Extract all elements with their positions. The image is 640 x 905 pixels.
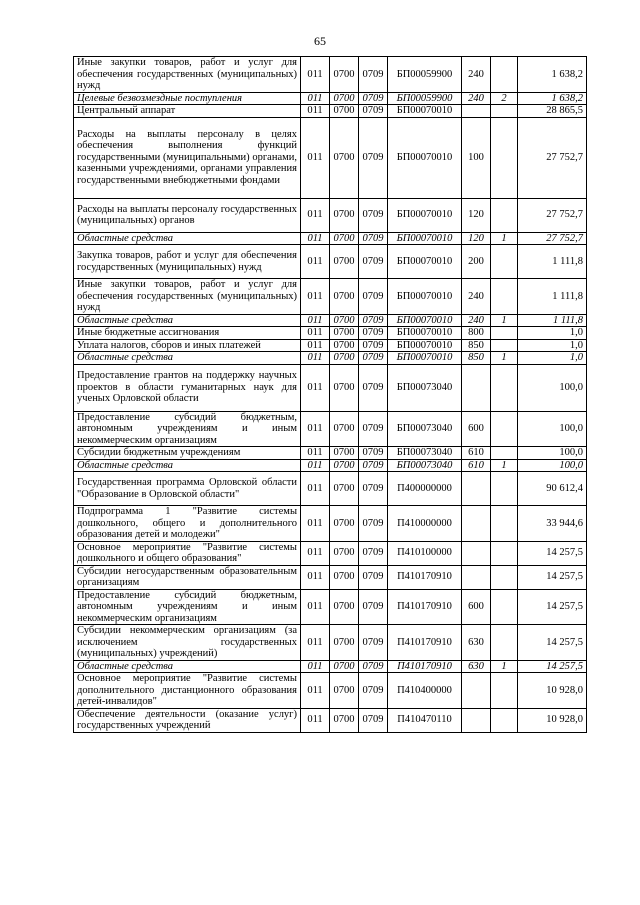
cell-pr: 0709 [359,279,388,315]
cell-amount: 1 111,8 [518,314,587,327]
table-row [74,314,587,327]
cell-csr: БП00070010 [388,232,462,245]
page-number: 65 [314,34,326,48]
cell-pr: 0709 [359,660,388,673]
cell-pr: 0709 [359,314,388,327]
cell-name: Уплата налогов, сборов и иных платежей [74,339,301,352]
cell-ved: 011 [301,411,330,447]
cell-rz: 0700 [330,314,359,327]
cell-rz: 0700 [330,364,359,411]
cell-src [491,57,518,93]
cell-csr: П410400000 [388,673,462,709]
cell-pr: 0709 [359,245,388,279]
cell-src [491,565,518,589]
cell-src: 1 [491,352,518,365]
cell-name: Субсидии бюджетным учреждениям [74,447,301,460]
cell-amount: 14 257,5 [518,625,587,661]
table-row [74,232,587,245]
cell-csr: БП00073040 [388,447,462,460]
cell-vr: 600 [462,589,491,625]
cell-pr: 0709 [359,92,388,105]
cell-ved: 011 [301,459,330,472]
cell-name: Основное мероприятие "Развитие системы дошкольного и общего образования" [74,541,301,565]
cell-name: Закупка товаров, работ и услуг для обеспечения государственных (муниципальных) нужд [74,245,301,279]
cell-ved: 011 [301,625,330,661]
cell-vr: 240 [462,314,491,327]
cell-ved: 011 [301,92,330,105]
cell-ved: 011 [301,339,330,352]
cell-name: Подпрограмма 1 "Развитие системы дошкольного, общего и дополнительного образования детей и молодежи" [74,506,301,542]
cell-amount: 90 612,4 [518,472,587,506]
table-row [74,589,587,625]
cell-pr: 0709 [359,411,388,447]
cell-amount: 10 928,0 [518,673,587,709]
cell-rz: 0700 [330,589,359,625]
cell-ved: 011 [301,506,330,542]
cell-pr: 0709 [359,625,388,661]
cell-pr: 0709 [359,352,388,365]
cell-src [491,327,518,340]
cell-rz: 0700 [330,625,359,661]
cell-pr: 0709 [359,541,388,565]
budget-table-body [74,57,587,733]
cell-src [491,708,518,732]
cell-src [491,673,518,709]
cell-pr: 0709 [359,57,388,93]
cell-csr: П410000000 [388,506,462,542]
cell-ved: 011 [301,279,330,315]
cell-vr [462,708,491,732]
cell-pr: 0709 [359,447,388,460]
cell-pr: 0709 [359,673,388,709]
cell-src [491,472,518,506]
cell-src: 1 [491,459,518,472]
cell-amount: 27 752,7 [518,232,587,245]
cell-vr: 200 [462,245,491,279]
cell-vr: 120 [462,198,491,232]
table-row [74,565,587,589]
cell-ved: 011 [301,352,330,365]
table-row [74,339,587,352]
table-row [74,279,587,315]
cell-rz: 0700 [330,352,359,365]
cell-src [491,625,518,661]
cell-csr: П410170910 [388,565,462,589]
cell-name: Предоставление субсидий бюджетным, автономным учреждениям и иным некоммерческим организациям [74,411,301,447]
cell-csr: БП00070010 [388,105,462,118]
cell-vr: 610 [462,459,491,472]
cell-rz: 0700 [330,411,359,447]
cell-vr: 850 [462,352,491,365]
table-row [74,447,587,460]
cell-amount: 100,0 [518,364,587,411]
table-row [74,105,587,118]
cell-ved: 011 [301,565,330,589]
cell-amount: 1 111,8 [518,245,587,279]
cell-amount: 1 111,8 [518,279,587,315]
cell-name: Областные средства [74,459,301,472]
cell-rz: 0700 [330,565,359,589]
cell-src [491,589,518,625]
cell-pr: 0709 [359,327,388,340]
cell-name: Расходы на выплаты персоналу в целях обеспечения выполнения функций государственными (муниципальными) органами, казенными учреждениями, органами управления государственными внебюджетными фондами [74,117,301,198]
cell-vr: 240 [462,279,491,315]
table-row [74,708,587,732]
cell-rz: 0700 [330,57,359,93]
cell-amount: 100,0 [518,459,587,472]
cell-amount: 28 865,5 [518,105,587,118]
cell-src [491,447,518,460]
cell-ved: 011 [301,327,330,340]
cell-csr: П410470110 [388,708,462,732]
table-row [74,327,587,340]
cell-pr: 0709 [359,589,388,625]
cell-vr: 600 [462,411,491,447]
cell-rz: 0700 [330,245,359,279]
cell-vr [462,105,491,118]
cell-vr [462,472,491,506]
cell-name: Областные средства [74,660,301,673]
cell-src [491,411,518,447]
cell-amount: 1,0 [518,327,587,340]
cell-ved: 011 [301,364,330,411]
table-row [74,660,587,673]
cell-rz: 0700 [330,232,359,245]
cell-amount: 100,0 [518,411,587,447]
cell-rz: 0700 [330,660,359,673]
cell-amount: 27 752,7 [518,117,587,198]
cell-ved: 011 [301,198,330,232]
budget-table [73,56,587,733]
cell-csr: П410170910 [388,660,462,673]
cell-name: Областные средства [74,314,301,327]
cell-amount: 33 944,6 [518,506,587,542]
cell-name: Субсидии негосударственным образовательным организациям [74,565,301,589]
table-row [74,117,587,198]
cell-rz: 0700 [330,541,359,565]
cell-src [491,245,518,279]
cell-vr: 610 [462,447,491,460]
cell-csr: БП00070010 [388,327,462,340]
cell-pr: 0709 [359,198,388,232]
cell-csr: П410170910 [388,589,462,625]
cell-vr [462,673,491,709]
cell-csr: БП00070010 [388,245,462,279]
cell-src [491,506,518,542]
cell-name: Областные средства [74,352,301,365]
table-row [74,506,587,542]
cell-pr: 0709 [359,232,388,245]
table-row [74,411,587,447]
cell-rz: 0700 [330,327,359,340]
cell-src [491,198,518,232]
cell-rz: 0700 [330,673,359,709]
cell-amount: 1,0 [518,352,587,365]
cell-csr: БП00070010 [388,352,462,365]
cell-src [491,279,518,315]
cell-amount: 100,0 [518,447,587,460]
table-row [74,541,587,565]
cell-ved: 011 [301,117,330,198]
cell-src [491,339,518,352]
cell-csr: БП00073040 [388,459,462,472]
cell-csr: БП00070010 [388,339,462,352]
cell-rz: 0700 [330,447,359,460]
cell-ved: 011 [301,447,330,460]
cell-csr: БП00059900 [388,92,462,105]
cell-vr: 850 [462,339,491,352]
cell-vr: 100 [462,117,491,198]
cell-rz: 0700 [330,459,359,472]
cell-csr: БП00073040 [388,411,462,447]
cell-pr: 0709 [359,708,388,732]
cell-pr: 0709 [359,472,388,506]
cell-vr: 630 [462,660,491,673]
cell-csr: БП00070010 [388,117,462,198]
cell-amount: 14 257,5 [518,660,587,673]
cell-amount: 1,0 [518,339,587,352]
cell-name: Предоставление субсидий бюджетным, автономным учреждениям и иным некоммерческим организациям [74,589,301,625]
cell-amount: 14 257,5 [518,565,587,589]
cell-ved: 011 [301,232,330,245]
cell-vr [462,364,491,411]
cell-csr: П410100000 [388,541,462,565]
cell-ved: 011 [301,541,330,565]
cell-ved: 011 [301,314,330,327]
cell-rz: 0700 [330,506,359,542]
cell-amount: 14 257,5 [518,541,587,565]
cell-name: Целевые безвозмездные поступления [74,92,301,105]
cell-csr: БП00073040 [388,364,462,411]
cell-src [491,541,518,565]
cell-name: Субсидии некоммерческим организациям (за исключением государственных (муниципальных) учреждений) [74,625,301,661]
table-row [74,198,587,232]
cell-ved: 011 [301,57,330,93]
cell-vr: 240 [462,57,491,93]
cell-ved: 011 [301,105,330,118]
cell-name: Расходы на выплаты персоналу государственных (муниципальных) органов [74,198,301,232]
cell-rz: 0700 [330,105,359,118]
cell-name: Обеспечение деятельности (оказание услуг) государственных учреждений [74,708,301,732]
cell-rz: 0700 [330,92,359,105]
table-row [74,459,587,472]
cell-vr [462,565,491,589]
table-row [74,472,587,506]
cell-ved: 011 [301,472,330,506]
cell-ved: 011 [301,708,330,732]
cell-name: Иные закупки товаров, работ и услуг для обеспечения государственных (муниципальных) нужд [74,279,301,315]
cell-name: Предоставление грантов на поддержку научных проектов в области гуманитарных наук для ученых Орловской области [74,364,301,411]
cell-csr: П400000000 [388,472,462,506]
cell-amount: 1 638,2 [518,92,587,105]
cell-src: 2 [491,92,518,105]
cell-csr: БП00059900 [388,57,462,93]
cell-pr: 0709 [359,565,388,589]
cell-amount: 27 752,7 [518,198,587,232]
table-row [74,92,587,105]
cell-pr: 0709 [359,117,388,198]
cell-pr: 0709 [359,364,388,411]
cell-vr: 240 [462,92,491,105]
cell-src: 1 [491,314,518,327]
cell-name: Областные средства [74,232,301,245]
table-row [74,352,587,365]
cell-ved: 011 [301,245,330,279]
table-row [74,57,587,93]
cell-rz: 0700 [330,339,359,352]
cell-rz: 0700 [330,198,359,232]
table-row [74,625,587,661]
cell-rz: 0700 [330,117,359,198]
cell-ved: 011 [301,660,330,673]
cell-src: 1 [491,232,518,245]
cell-csr: П410170910 [388,625,462,661]
cell-vr: 800 [462,327,491,340]
cell-csr: БП00070010 [388,314,462,327]
cell-rz: 0700 [330,279,359,315]
cell-pr: 0709 [359,105,388,118]
cell-pr: 0709 [359,459,388,472]
cell-src [491,117,518,198]
cell-rz: 0700 [330,472,359,506]
cell-pr: 0709 [359,506,388,542]
cell-src [491,105,518,118]
cell-name: Иные закупки товаров, работ и услуг для обеспечения государственных (муниципальных) нужд [74,57,301,93]
table-row [74,245,587,279]
cell-vr [462,506,491,542]
table-row [74,673,587,709]
cell-amount: 1 638,2 [518,57,587,93]
cell-vr: 630 [462,625,491,661]
cell-vr [462,541,491,565]
cell-amount: 14 257,5 [518,589,587,625]
cell-ved: 011 [301,589,330,625]
cell-csr: БП00070010 [388,198,462,232]
cell-name: Основное мероприятие "Развитие системы дополнительного дистанционного образования детей-инвалидов" [74,673,301,709]
table-row [74,364,587,411]
cell-name: Центральный аппарат [74,105,301,118]
cell-pr: 0709 [359,339,388,352]
cell-src [491,364,518,411]
cell-name: Иные бюджетные ассигнования [74,327,301,340]
cell-src: 1 [491,660,518,673]
cell-ved: 011 [301,673,330,709]
cell-amount: 10 928,0 [518,708,587,732]
cell-name: Государственная программа Орловской области "Образование в Орловской области" [74,472,301,506]
cell-csr: БП00070010 [388,279,462,315]
cell-rz: 0700 [330,708,359,732]
cell-vr: 120 [462,232,491,245]
